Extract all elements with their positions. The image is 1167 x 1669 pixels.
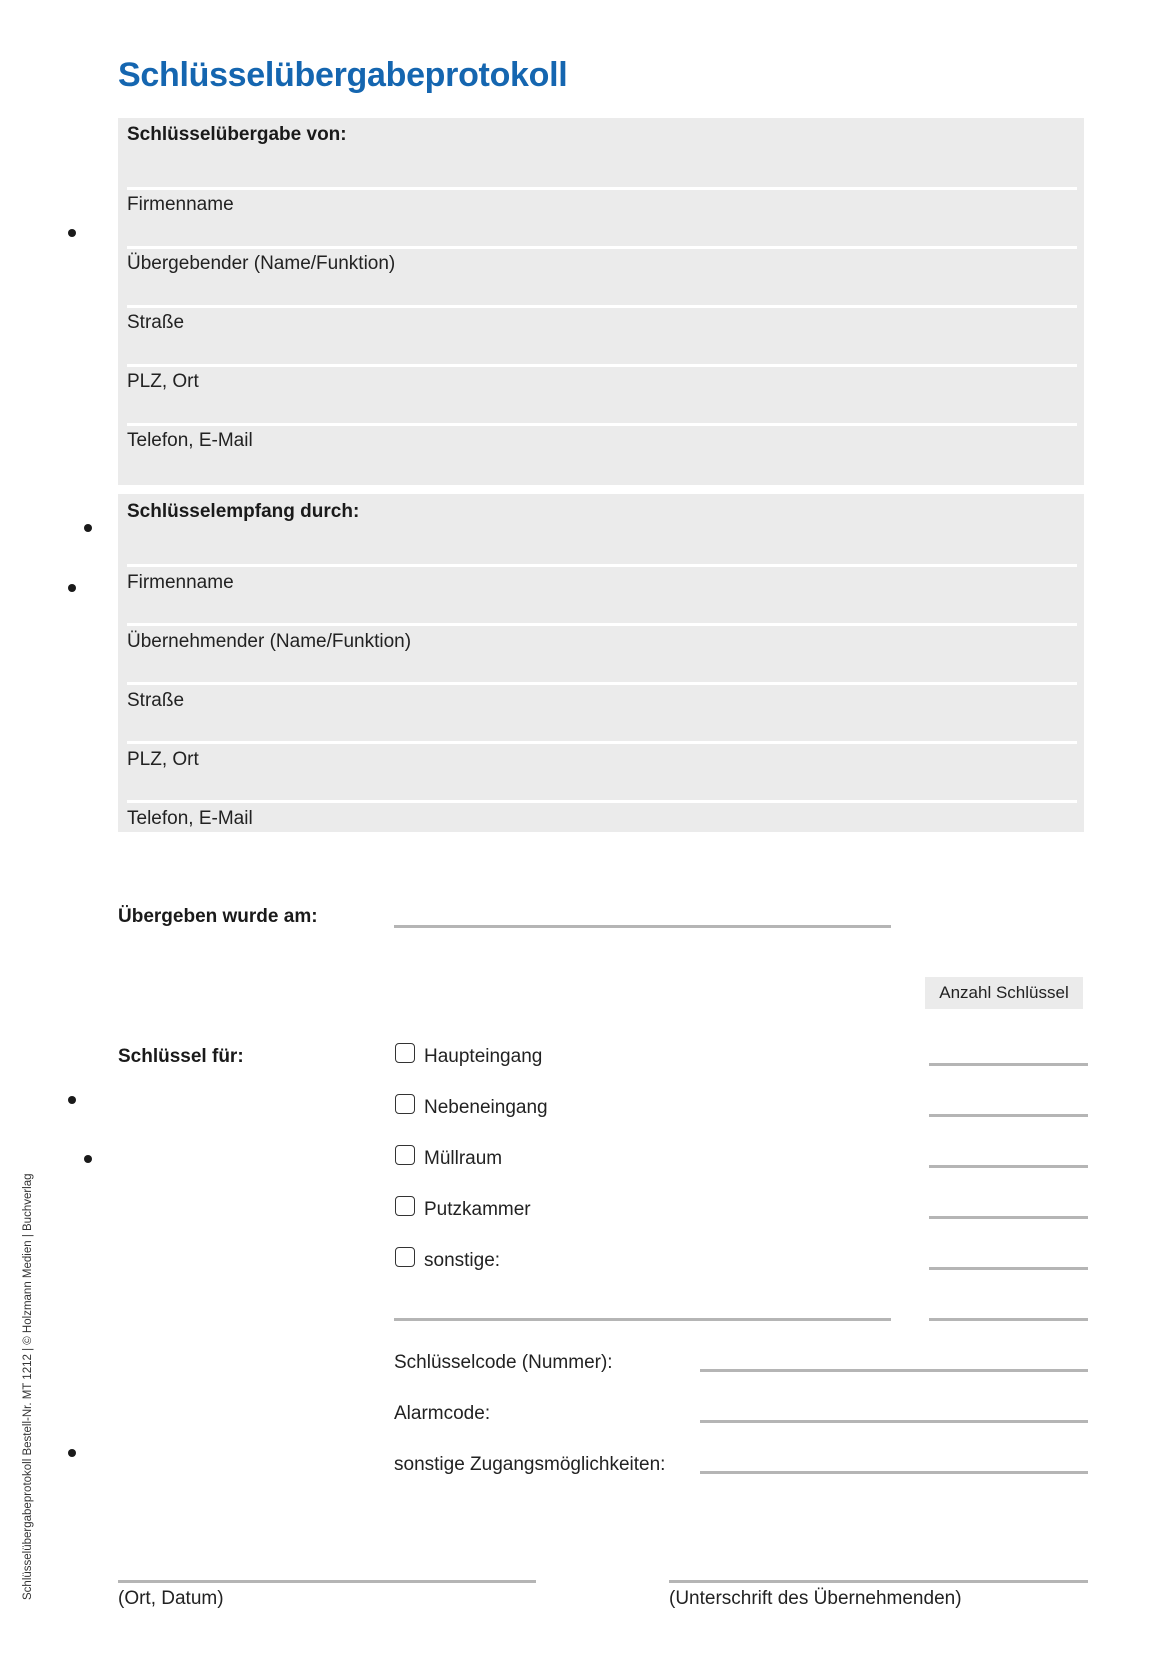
handover-from-heading: Schlüsselübergabe von: [127,124,347,145]
punch-mark [68,1449,76,1457]
side-entrance-label: Nebeneingang [424,1097,548,1118]
cleaning-room-count-field[interactable] [929,1216,1088,1219]
keys-for-label: Schlüssel für: [118,1046,244,1067]
key-count-header: Anzahl Schlüssel [925,977,1083,1009]
from-person-field[interactable] [127,246,1077,249]
side-entrance-checkbox[interactable] [395,1094,415,1114]
punch-mark [84,1155,92,1163]
cleaning-room-label: Putzkammer [424,1199,531,1220]
from-city-field[interactable] [127,364,1077,367]
main-entrance-label: Haupteingang [424,1046,543,1067]
waste-room-checkbox[interactable] [395,1145,415,1165]
punch-mark [68,229,76,237]
main-entrance-checkbox[interactable] [395,1043,415,1063]
other-label: sonstige: [424,1250,501,1271]
punch-mark [68,1096,76,1104]
to-street-field[interactable] [127,682,1077,685]
handover-from-section [118,118,1084,485]
other-description-field[interactable] [394,1318,891,1321]
alarm-code-field[interactable] [700,1420,1088,1423]
punch-mark [68,584,76,592]
from-person-label: Übergebender (Name/Funktion) [127,253,396,274]
handover-to-heading: Schlüsselempfang durch: [127,501,360,522]
waste-room-count-field[interactable] [929,1165,1088,1168]
to-city-field[interactable] [127,741,1077,744]
other-access-label: sonstige Zugangsmöglichkeiten: [394,1454,666,1475]
to-contact-label: Telefon, E-Mail [127,808,253,829]
side-entrance-count-field[interactable] [929,1114,1088,1117]
signature-field[interactable] [669,1580,1088,1583]
handover-date-field[interactable] [394,925,891,928]
side-note: Schlüsselübergabeprotokoll Bestell-Nr. MT 1212 | © Holzmann Medien | Buchverlag [22,1173,34,1600]
main-entrance-count-field[interactable] [929,1063,1088,1066]
other-checkbox[interactable] [395,1247,415,1267]
alarm-code-label: Alarmcode: [394,1403,491,1424]
other-access-field[interactable] [700,1471,1088,1474]
cleaning-room-checkbox[interactable] [395,1196,415,1216]
to-person-field[interactable] [127,623,1077,626]
from-company-label: Firmenname [127,194,234,215]
from-street-field[interactable] [127,305,1077,308]
from-street-label: Straße [127,312,185,333]
to-city-label: PLZ, Ort [127,749,199,770]
signature-label: (Unterschrift des Übernehmenden) [669,1588,962,1609]
waste-room-label: Müllraum [424,1148,503,1169]
from-contact-field[interactable] [127,423,1077,426]
punch-mark [84,524,92,532]
from-city-label: PLZ, Ort [127,371,199,392]
to-street-label: Straße [127,690,185,711]
to-person-label: Übernehmender (Name/Funktion) [127,631,412,652]
page-title: Schlüsselübergabeprotokoll [118,56,568,94]
place-date-label: (Ort, Datum) [118,1588,224,1609]
from-contact-label: Telefon, E-Mail [127,430,253,451]
to-company-field[interactable] [127,564,1077,567]
key-code-field[interactable] [700,1369,1088,1372]
handover-date-label: Übergeben wurde am: [118,906,318,927]
other-description-count-field[interactable] [929,1318,1088,1321]
other-count-field[interactable] [929,1267,1088,1270]
key-code-label: Schlüsselcode (Nummer): [394,1352,613,1373]
from-company-field[interactable] [127,187,1077,190]
handover-to-section [118,494,1084,832]
place-date-field[interactable] [118,1580,536,1583]
to-company-label: Firmenname [127,572,234,593]
to-contact-field[interactable] [127,800,1077,803]
